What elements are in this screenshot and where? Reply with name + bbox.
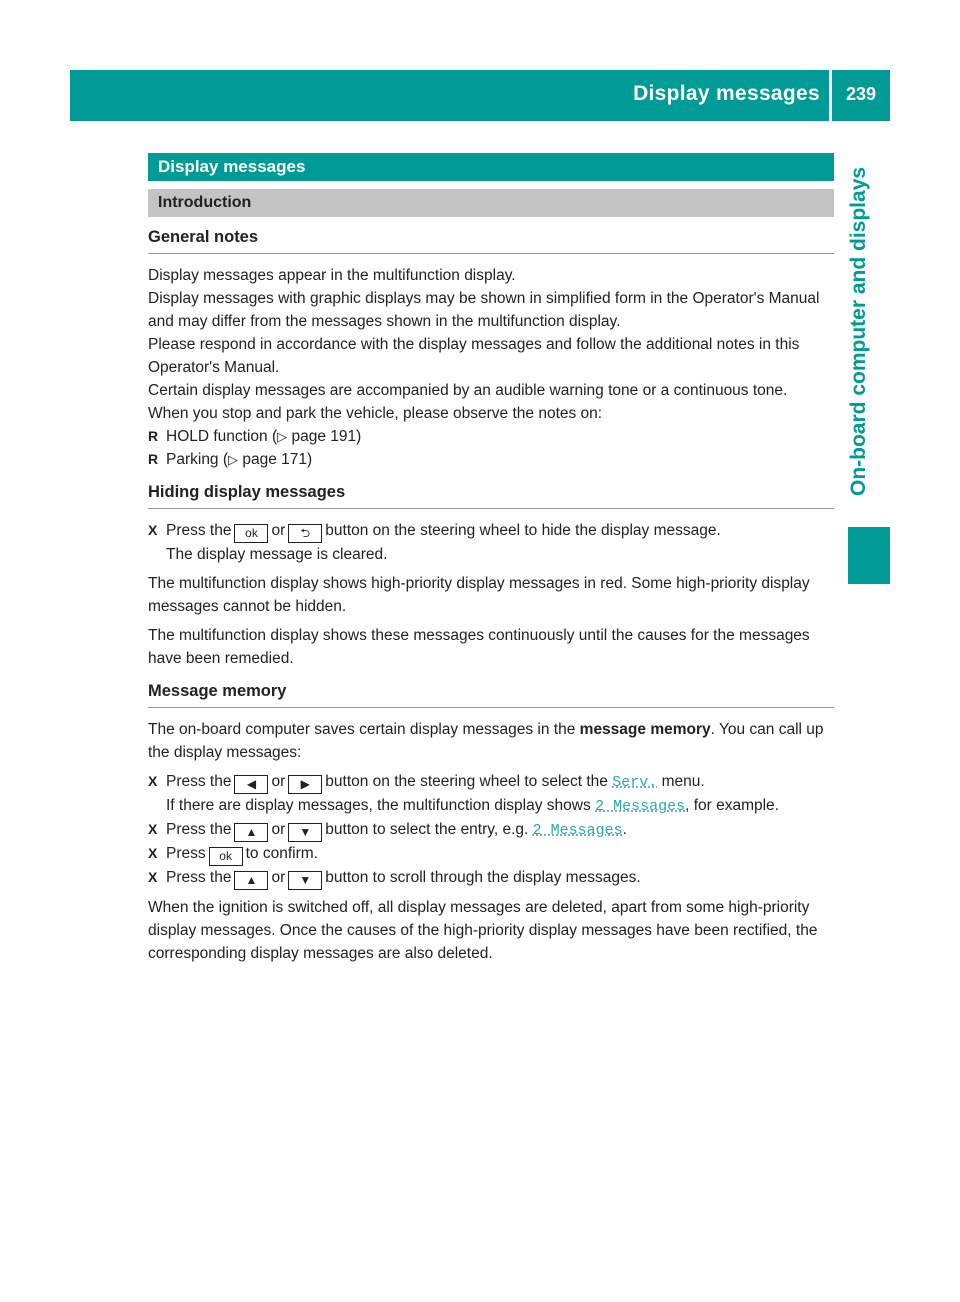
right-key-icon: ▶	[288, 775, 322, 794]
page-reference[interactable]: page 171	[242, 451, 307, 468]
hiding-heading: Hiding display messages	[148, 483, 834, 509]
up-key-icon: ▲	[234, 871, 268, 890]
chapter-sidebar	[835, 121, 890, 521]
bullet-hold-function: R HOLD function (▷ page 191)	[148, 425, 834, 448]
bullet-parking: R Parking (▷ page 171)	[148, 448, 834, 471]
general-p5: When you stop and park the vehicle, please observe the notes on:	[148, 405, 603, 422]
subsection-title: Introduction	[148, 189, 834, 217]
section-title: Display messages	[148, 153, 834, 181]
general-p2: Display messages with graphic displays may be shown in simplified form in the Operator's Manual and may differ from the messages shown in the multifunction display.	[148, 290, 820, 330]
messages-count-label: 2 Messages	[595, 798, 686, 815]
memory-heading: Message memory	[148, 682, 834, 708]
step-confirm: X Press ok to confirm.	[148, 842, 834, 866]
left-key-icon: ◀	[234, 775, 268, 794]
memory-p2: When the ignition is switched off, all display messages are deleted, apart from some high-priority display messages. Once the causes of the high-priority display messages have been rectified, the corresponding display messages are also deleted.	[148, 899, 818, 962]
reference-arrow-icon: ▷	[277, 429, 288, 444]
chapter-tab-marker	[848, 527, 890, 584]
down-key-icon: ▼	[288, 823, 322, 842]
down-key-icon: ▼	[288, 871, 322, 890]
header-title: Display messages	[633, 82, 820, 105]
general-p3: Please respond in accordance with the display messages and follow the additional notes in this Operator's Manual.	[148, 336, 800, 376]
hiding-p1: The multifunction display shows high-priority display messages in red. Some high-priority display messages cannot be hidden.	[148, 575, 810, 615]
page-reference[interactable]: page 191	[291, 428, 357, 445]
step-select-serv: X Press the ◀ or ▶ button on the steering wheel to select the Serv. menu. If there are display messages, the multifunction display shows 2 Messages, for example.	[148, 770, 834, 818]
messages-entry-label: 2 Messages	[532, 822, 623, 839]
step-select-entry: X Press the ▲ or ▼ button to select the entry, e.g. 2 Messages.	[148, 818, 834, 842]
serv-menu-label: Serv.	[612, 774, 658, 791]
hiding-p2: The multifunction display shows these messages continuously until the causes for the messages have been remedied.	[148, 627, 810, 667]
step-result: The display message is cleared.	[166, 546, 388, 563]
memory-p1: The on-board computer saves certain display messages in the message memory. You can call up the display messages:	[148, 721, 824, 761]
page-number: 239	[845, 84, 877, 104]
general-p1: Display messages appear in the multifunction display.	[148, 267, 516, 284]
step-scroll: X Press the ▲ or ▼ button to scroll through the display messages.	[148, 866, 834, 890]
page-content	[148, 153, 834, 965]
chapter-title: On-board computer and displays	[847, 166, 870, 496]
up-key-icon: ▲	[234, 823, 268, 842]
ok-key-icon: ok	[209, 847, 243, 866]
reference-arrow-icon: ▷	[228, 452, 239, 467]
page-header-bar	[70, 70, 890, 121]
general-notes-heading: General notes	[148, 228, 834, 254]
general-p4: Certain display messages are accompanied by an audible warning tone or a continuous tone.	[148, 382, 788, 399]
ok-key-icon: ok	[234, 524, 268, 543]
step-hide-message: X Press the ok or ⮌ button on the steering wheel to hide the display message. The display message is cleared.	[148, 519, 834, 566]
back-key-icon: ⮌	[288, 524, 322, 543]
